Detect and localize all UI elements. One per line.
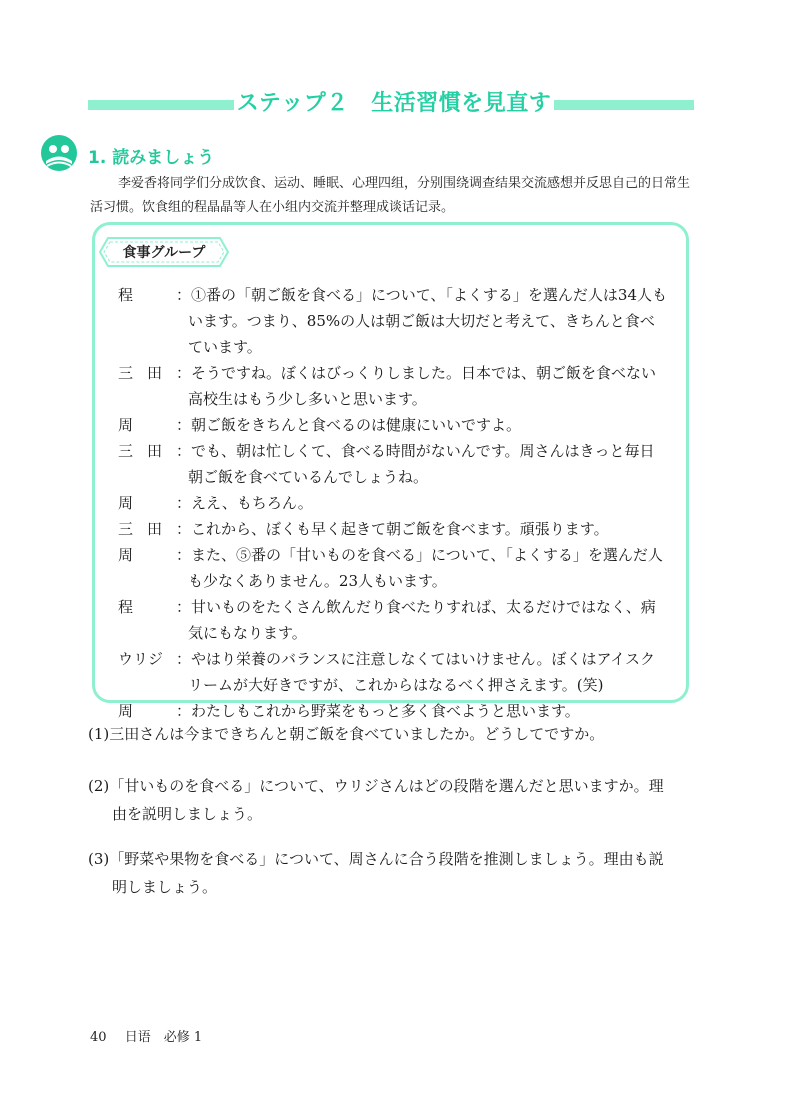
dialogue-line-continued xyxy=(118,308,688,334)
dialogue-text: 気にもなります。 xyxy=(188,624,307,642)
dialogue-line-continued xyxy=(118,334,688,360)
speaker-name: 周 xyxy=(118,416,134,434)
speaker-name: ウリジ xyxy=(118,650,164,668)
dialogue-line-continued xyxy=(118,386,688,412)
dialogue-line-continued xyxy=(118,464,688,490)
dialogue-text: ：ええ、もちろん。 xyxy=(176,494,313,512)
dialogue-line xyxy=(118,438,688,464)
page-title: ステップ２ 生活習慣を見直す xyxy=(236,91,552,116)
question-text: 「甘いものを食べる」について、ウリジさんはどの段階を選んだと思いますか。理 xyxy=(109,777,664,795)
question-3 xyxy=(88,845,700,901)
dialogue-text: 高校生はもう少し多いと思います。 xyxy=(188,390,427,408)
intro-paragraph: 李爱香将同学们分成饮食、运动、睡眠、心理四组，分别围绕调查结果交流感想并反思自己的日常生活习惯。饮食组的程晶晶等人在小组内交流并整理成谈话记录。 xyxy=(90,176,691,215)
dialogue-line xyxy=(118,490,688,516)
question-text-continued: 明しましょう。 xyxy=(112,878,218,896)
speaker-name: 三田 xyxy=(118,442,177,460)
header-bar-left xyxy=(88,100,234,110)
dialogue-text: ：また、⑤番の「甘いものを食べる」について、「よくする」を選んだ人 xyxy=(176,546,663,564)
speaker-name: 程 xyxy=(118,286,134,304)
question-text: 「野菜や果物を食べる」について、周さんに合う段階を推測しましょう。理由も説 xyxy=(109,850,664,868)
dialogue-line xyxy=(118,516,688,542)
speaker-name: 三田 xyxy=(118,520,177,538)
speaker-name: 周 xyxy=(118,546,134,564)
page-number: 40 xyxy=(90,1030,107,1045)
dialogue-line xyxy=(118,282,688,308)
dialogue-text: ：朝ご飯をきちんと食べるのは健康にいいですよ。 xyxy=(176,416,522,434)
book-title: 日语 必修 1 xyxy=(124,1030,203,1045)
dialogue-text: 朝ご飯を食べているんでしょうね。 xyxy=(188,468,429,486)
dialogue-line xyxy=(118,542,688,568)
dialogue-line xyxy=(118,594,688,620)
speaker-name: 三田 xyxy=(118,364,177,382)
dialogue-line xyxy=(118,360,688,386)
reading-people-icon xyxy=(40,134,78,172)
dialogue-text: ：甘いものをたくさん飲んだり食べたりすれば、太るだけではなく、病 xyxy=(176,598,656,616)
dialogue-text: ：①番の「朝ご飯を食べる」について、「よくする」を選んだ人は34人も xyxy=(176,286,667,304)
dialogue-line-continued xyxy=(118,620,688,646)
dialogue-lines xyxy=(118,282,688,724)
speaker-name: 周 xyxy=(118,702,134,720)
dialogue-text: ：わたしもこれから野菜をもっと多く食べようと思います。 xyxy=(176,702,580,720)
speaker-name: 周 xyxy=(118,494,134,512)
page-footer xyxy=(90,1026,202,1045)
dialogue-text: います。つまり、85%の人は朝ご飯は大切だと考えて、きちんと食べ xyxy=(188,312,655,330)
dialogue-text: ：でも、朝は忙しくて、食べる時間がないんです。周さんはきっと毎日 xyxy=(176,442,655,460)
section-title xyxy=(88,143,214,168)
dialogue-line-continued xyxy=(118,568,688,594)
section-number: 1. xyxy=(88,148,107,168)
dialogue-line xyxy=(118,412,688,438)
question-text: 三田さんは今まできちんと朝ご飯を食べていましたか。どうしてですか。 xyxy=(109,725,605,743)
dialogue-line xyxy=(118,646,688,672)
question-number: (2) xyxy=(88,777,110,795)
group-tag-label: 食事グループ xyxy=(122,245,206,261)
dialogue-line-continued xyxy=(118,672,688,698)
question-text-continued: 由を説明しましょう。 xyxy=(112,805,263,823)
dialogue-text: ています。 xyxy=(188,338,262,356)
question-number: (3) xyxy=(88,850,110,868)
dialogue-text: ：これから、ぼくも早く起きて朝ご飯を食べます。頑張ります。 xyxy=(176,520,609,538)
question-1 xyxy=(88,720,700,748)
dialogue-text: ：やはり栄養のバランスに注意しなくてはいけません。ぼくはアイスク xyxy=(176,650,655,668)
question-number: (1) xyxy=(88,725,110,743)
dialogue-text: ：そうですね。ぼくはびっくりしました。日本では、朝ご飯を食べない xyxy=(176,364,657,382)
question-2 xyxy=(88,772,700,828)
dialogue-text: リームが大好きですが、これからはなるべく押さえます。(笑) xyxy=(188,676,604,694)
dialogue-text: も少なくありません。23人もいます。 xyxy=(188,572,447,590)
header-bar-right xyxy=(554,100,694,110)
section-title-text: 読みましょう xyxy=(112,148,215,168)
speaker-name: 程 xyxy=(118,598,134,616)
